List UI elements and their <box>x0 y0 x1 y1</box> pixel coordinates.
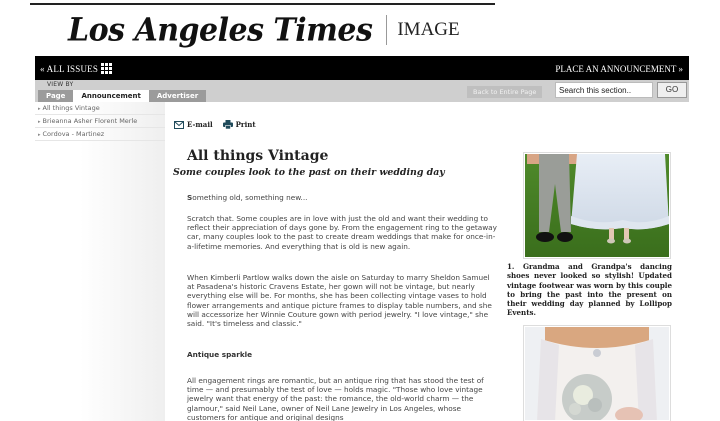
tab-advertiser[interactable]: Advertiser <box>149 90 206 102</box>
drop-cap: S <box>187 193 193 202</box>
masthead-divider <box>386 15 387 45</box>
lat-logo[interactable]: Los Angeles Times <box>68 11 373 49</box>
view-bar <box>35 80 689 102</box>
section-title: IMAGE <box>397 19 460 40</box>
view-tabs <box>38 90 206 102</box>
sidebar-item-label: Cordova - Martinez <box>42 130 105 138</box>
email-button[interactable] <box>174 120 213 129</box>
masthead <box>68 10 460 50</box>
arrow-right-icon: ▸ <box>38 119 41 125</box>
envelope-icon <box>174 121 184 129</box>
article-tools <box>174 120 256 129</box>
photo-caption: 1. Grandma and Grandpa's dancing shoes never looked so stylish! Updated vintage footwear was worn by this couple to bring the past into the present on their wedding day planned by Lollipop Events. <box>507 262 672 318</box>
arrow-right-icon: ▸ <box>38 132 41 138</box>
go-button[interactable]: GO <box>657 82 687 98</box>
intro-text: omething old, something new... <box>192 193 308 202</box>
arrow-right-icon: ▸ <box>38 106 41 112</box>
all-issues-label: « ALL ISSUES <box>40 63 99 74</box>
sidebar-item-label: Brieanna Asher Florent Merle <box>42 117 138 125</box>
printer-icon <box>223 120 233 129</box>
photo-wedding-shoes[interactable] <box>523 152 671 259</box>
sidebar-item-all-things-vintage[interactable] <box>35 102 165 115</box>
view-by-label: VIEW BY <box>47 81 74 88</box>
article-paragraph: When Kimberli Partlow walks down the aisle on Saturday to marry Sheldon Samuel at Pasadena's historic Cravens Estate, her gown will not be vintage, but nearly everything else will be. For months, she has been collecting vintage vases to hold flower arrangements and antique picture frames to display table numbers, and she will accessorize her Winnie Couture gown with period jewelry. "I love vintage," she said. "It's timeless and classic." <box>187 273 492 329</box>
all-issues-link[interactable] <box>40 63 112 74</box>
photo-image <box>525 154 669 257</box>
article-subhead: Some couples look to the past on their wedding day <box>173 167 445 178</box>
place-announcement-link[interactable]: PLACE AN ANNOUNCEMENT » <box>555 64 683 74</box>
tab-announcement[interactable]: Announcement <box>73 90 148 102</box>
announcement-list <box>35 102 165 141</box>
top-rule <box>30 3 495 5</box>
tab-page[interactable]: Page <box>38 90 73 102</box>
search-input[interactable] <box>555 82 653 98</box>
sidebar-item-brieanna-asher[interactable] <box>35 115 165 128</box>
photo-image <box>525 327 669 420</box>
back-to-entire-page-button[interactable]: Back to Entire Page <box>467 86 542 98</box>
email-label: E-mail <box>187 120 213 129</box>
article-paragraph: Scratch that. Some couples are in love with just the old and want their wedding to reflect their appreciation of days gone by. From the engagement ring to the getaway car, many couples look to the past to create dream weddings that make for once-in-a-lifetime memories. And everything that is old is new again. <box>187 214 497 251</box>
sidebar-item-cordova-martinez[interactable] <box>35 128 165 141</box>
article-headline: All things Vintage <box>187 148 329 164</box>
top-navbar <box>35 56 689 80</box>
photo-bride-bouquet[interactable] <box>523 325 671 421</box>
sidebar-item-label: All things Vintage <box>42 104 100 112</box>
print-button[interactable] <box>223 120 256 129</box>
sidebar <box>0 102 165 421</box>
article-subheading: Antique sparkle <box>187 350 253 359</box>
print-label: Print <box>235 120 256 129</box>
article-paragraph: All engagement rings are romantic, but an antique ring that has stood the test of time — and presumably the test of love — holds magic. "Those who love vintage jewelry want that energy of the past: the romance, the old-world charm — the glamour," said Neil Lane, owner of Neil Lane Jewelry in Los Angeles, whose customers for antique and original designs <box>187 376 484 421</box>
grid-icon <box>101 63 112 74</box>
article-intro <box>187 193 499 202</box>
